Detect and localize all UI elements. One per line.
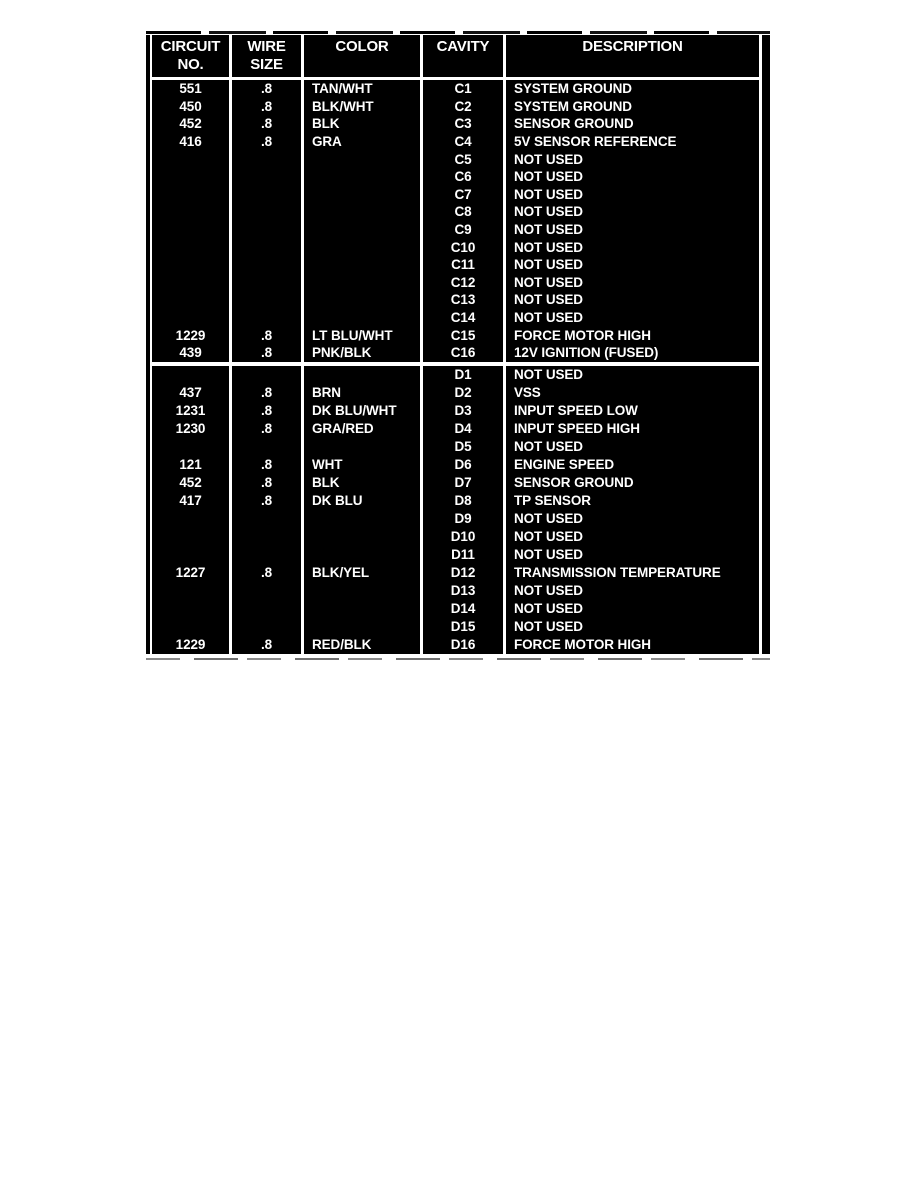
cell-size [232, 438, 301, 456]
cell-color [304, 256, 420, 274]
cell-cavity: C12 [450, 274, 476, 290]
cell-color [304, 618, 420, 636]
cell-size [232, 203, 301, 221]
cell-circuit [152, 150, 229, 168]
cell-size [232, 309, 301, 327]
cell-cavity: D8 [454, 493, 472, 508]
cell-cavity: C9 [454, 222, 472, 238]
cell-color: RED/BLK [312, 637, 372, 652]
cell-color: BLK [312, 116, 340, 132]
cell-cavity: C14 [450, 310, 476, 326]
cell-cavity: C5 [454, 151, 472, 167]
cell-size: .8 [260, 475, 273, 490]
cell-description: NOT USED [514, 529, 583, 544]
cell-circuit: 416 [179, 134, 202, 150]
cell-circuit [152, 274, 229, 292]
cell-description: SYSTEM GROUND [514, 81, 632, 97]
cell-circuit: 452 [179, 116, 202, 132]
cell-cavity: D16 [450, 637, 476, 652]
cell-cavity: D13 [450, 583, 476, 598]
cell-circuit: 450 [179, 98, 202, 114]
header-wire-size [232, 35, 301, 77]
header-label: SIZE [250, 56, 283, 73]
cell-cavity: C4 [454, 134, 472, 150]
cell-size: .8 [260, 493, 273, 508]
cell-color [304, 546, 420, 564]
cell-color [304, 150, 420, 168]
header-cavity [423, 35, 503, 77]
cell-description: NOT USED [514, 204, 583, 220]
cell-color [304, 600, 420, 618]
cell-color [304, 366, 420, 384]
cell-color [304, 238, 420, 256]
cell-color [304, 274, 420, 292]
cell-color [304, 221, 420, 239]
cell-size: .8 [260, 385, 273, 400]
section-connector-d [152, 366, 759, 654]
cell-circuit [152, 238, 229, 256]
cell-description: SYSTEM GROUND [514, 98, 632, 114]
cell-size [232, 510, 301, 528]
cell-cavity: C8 [454, 204, 472, 220]
cell-cavity: D2 [454, 385, 472, 400]
column-description [506, 366, 759, 654]
cell-cavity: D1 [454, 367, 472, 382]
cell-color: BLK/WHT [312, 98, 374, 114]
cell-color: LT BLU/WHT [312, 327, 393, 343]
cell-cavity: C13 [450, 292, 476, 308]
cell-description: SENSOR GROUND [514, 116, 634, 132]
cell-cavity: C11 [451, 257, 475, 273]
table-right-border-bar [762, 35, 770, 654]
cell-description: NOT USED [514, 547, 583, 562]
cell-size: .8 [260, 565, 273, 580]
cell-size: .8 [260, 81, 273, 97]
header-label: NO. [177, 56, 204, 73]
cell-color: DK BLU/WHT [312, 403, 397, 418]
cell-description: NOT USED [514, 292, 583, 308]
cell-size [232, 221, 301, 239]
cell-description: FORCE MOTOR HIGH [514, 637, 651, 652]
cell-circuit [152, 291, 229, 309]
cell-color: PNK/BLK [312, 345, 372, 361]
cell-color: GRA [312, 134, 342, 150]
cell-size: .8 [260, 345, 273, 361]
cell-circuit: 1231 [175, 403, 206, 418]
column-color [304, 80, 420, 362]
cell-cavity: C10 [450, 239, 476, 255]
table-header-row [152, 35, 759, 77]
cell-size [232, 238, 301, 256]
cell-circuit [152, 186, 229, 204]
table-left-border [146, 35, 150, 654]
cell-description: VSS [514, 385, 541, 400]
cell-description: ENGINE SPEED [514, 457, 615, 472]
cell-color [304, 510, 420, 528]
cell-description: NOT USED [514, 151, 583, 167]
cell-cavity: D14 [450, 601, 476, 616]
column-color [304, 366, 420, 654]
column-description [506, 80, 759, 362]
cell-circuit: 417 [179, 493, 202, 508]
column-cavity [423, 80, 503, 362]
cell-size [232, 274, 301, 292]
column-circuit [152, 366, 229, 654]
cell-size: .8 [260, 116, 273, 132]
cell-cavity: D6 [454, 457, 472, 472]
cell-cavity: D3 [454, 403, 472, 418]
cell-circuit: 121 [179, 457, 202, 472]
cell-description: NOT USED [514, 257, 583, 273]
cell-cavity: D9 [454, 511, 472, 526]
cell-color: BRN [312, 385, 341, 400]
cell-size: .8 [260, 637, 273, 652]
cell-description: 12V IGNITION (FUSED) [514, 345, 659, 361]
scan-artifact-bottom-line [146, 658, 770, 660]
cell-circuit: 1227 [175, 565, 206, 580]
cell-circuit [152, 528, 229, 546]
cell-size [232, 546, 301, 564]
cell-cavity: C1 [454, 81, 472, 97]
cell-cavity: D15 [450, 619, 476, 634]
cell-color [304, 438, 420, 456]
cell-description: NOT USED [514, 439, 583, 454]
cell-cavity: C15 [450, 327, 476, 343]
cell-circuit: 452 [179, 475, 202, 490]
cell-description: TP SENSOR [514, 493, 591, 508]
cell-size [232, 528, 301, 546]
cell-color: WHT [312, 457, 343, 472]
column-size [232, 366, 301, 654]
cell-size [232, 256, 301, 274]
cell-circuit: 551 [179, 81, 202, 97]
header-circuit-no [152, 35, 229, 77]
cell-cavity: D5 [454, 439, 472, 454]
cell-circuit [152, 203, 229, 221]
cell-circuit [152, 309, 229, 327]
cell-description: INPUT SPEED HIGH [514, 421, 640, 436]
cell-color: BLK [312, 475, 340, 490]
column-cavity [423, 366, 503, 654]
cell-color [304, 203, 420, 221]
cell-cavity: D7 [454, 475, 472, 490]
cell-circuit [152, 546, 229, 564]
cell-description: NOT USED [514, 310, 583, 326]
cell-color [304, 186, 420, 204]
cell-cavity: D10 [450, 529, 476, 544]
header-label: CAVITY [436, 38, 490, 55]
cell-circuit [152, 256, 229, 274]
cell-circuit: 439 [179, 345, 202, 361]
cell-circuit [152, 221, 229, 239]
header-label: CIRCUIT [160, 38, 221, 55]
cell-circuit: 1229 [175, 327, 206, 343]
cell-description: NOT USED [514, 186, 583, 202]
cell-cavity: D4 [454, 421, 472, 436]
cell-size [232, 168, 301, 186]
cell-size: .8 [260, 457, 273, 472]
cell-description: TRANSMISSION TEMPERATURE [514, 565, 721, 580]
header-label: COLOR [335, 38, 389, 55]
column-circuit [152, 80, 229, 362]
cell-description: 5V SENSOR REFERENCE [514, 134, 677, 150]
cell-cavity: C7 [454, 186, 472, 202]
cell-color: BLK/YEL [312, 565, 370, 580]
cell-description: INPUT SPEED LOW [514, 403, 638, 418]
cell-size: .8 [260, 403, 273, 418]
cell-size [232, 186, 301, 204]
cell-cavity: C2 [454, 98, 472, 114]
cell-size [232, 150, 301, 168]
section-connector-c [152, 80, 759, 362]
header-label: DESCRIPTION [582, 38, 683, 55]
cell-cavity: C3 [454, 116, 472, 132]
cell-cavity: C6 [454, 169, 472, 185]
cell-description: NOT USED [514, 583, 583, 598]
column-size [232, 80, 301, 362]
cell-description: FORCE MOTOR HIGH [514, 327, 651, 343]
cell-size [232, 582, 301, 600]
cell-size: .8 [260, 421, 273, 436]
cell-circuit: 1229 [175, 637, 206, 652]
cell-description: NOT USED [514, 169, 583, 185]
cell-color: TAN/WHT [312, 81, 373, 97]
cell-description: SENSOR GROUND [514, 475, 634, 490]
cell-description: NOT USED [514, 511, 583, 526]
cell-color: DK BLU [312, 493, 363, 508]
cell-description: NOT USED [514, 367, 583, 382]
cell-size: .8 [260, 327, 273, 343]
cell-size [232, 600, 301, 618]
header-description [506, 35, 759, 77]
cell-circuit [152, 510, 229, 528]
cell-circuit [152, 366, 229, 384]
cell-circuit [152, 600, 229, 618]
pinout-table [146, 35, 770, 654]
cell-color [304, 582, 420, 600]
cell-description: NOT USED [514, 222, 583, 238]
cell-size: .8 [260, 134, 273, 150]
cell-color: GRA/RED [312, 421, 374, 436]
cell-size [232, 618, 301, 636]
cell-circuit [152, 438, 229, 456]
cell-size [232, 366, 301, 384]
cell-description: NOT USED [514, 239, 583, 255]
table-body [152, 80, 759, 654]
cell-size [232, 291, 301, 309]
cell-description: NOT USED [514, 274, 583, 290]
header-color [304, 35, 420, 77]
header-label: WIRE [247, 38, 286, 55]
cell-color [304, 168, 420, 186]
cell-circuit [152, 582, 229, 600]
cell-description: NOT USED [514, 601, 583, 616]
table-cells-area [152, 35, 759, 654]
cell-cavity: D11 [451, 547, 475, 562]
cell-circuit: 1230 [175, 421, 206, 436]
cell-size: .8 [260, 98, 273, 114]
cell-circuit [152, 168, 229, 186]
cell-circuit: 437 [179, 385, 202, 400]
cell-circuit [152, 618, 229, 636]
cell-cavity: D12 [450, 565, 476, 580]
cell-description: NOT USED [514, 619, 583, 634]
scan-artifact-top-line [146, 31, 770, 34]
cell-color [304, 309, 420, 327]
cell-color [304, 528, 420, 546]
cell-cavity: C16 [450, 345, 476, 361]
cell-color [304, 291, 420, 309]
